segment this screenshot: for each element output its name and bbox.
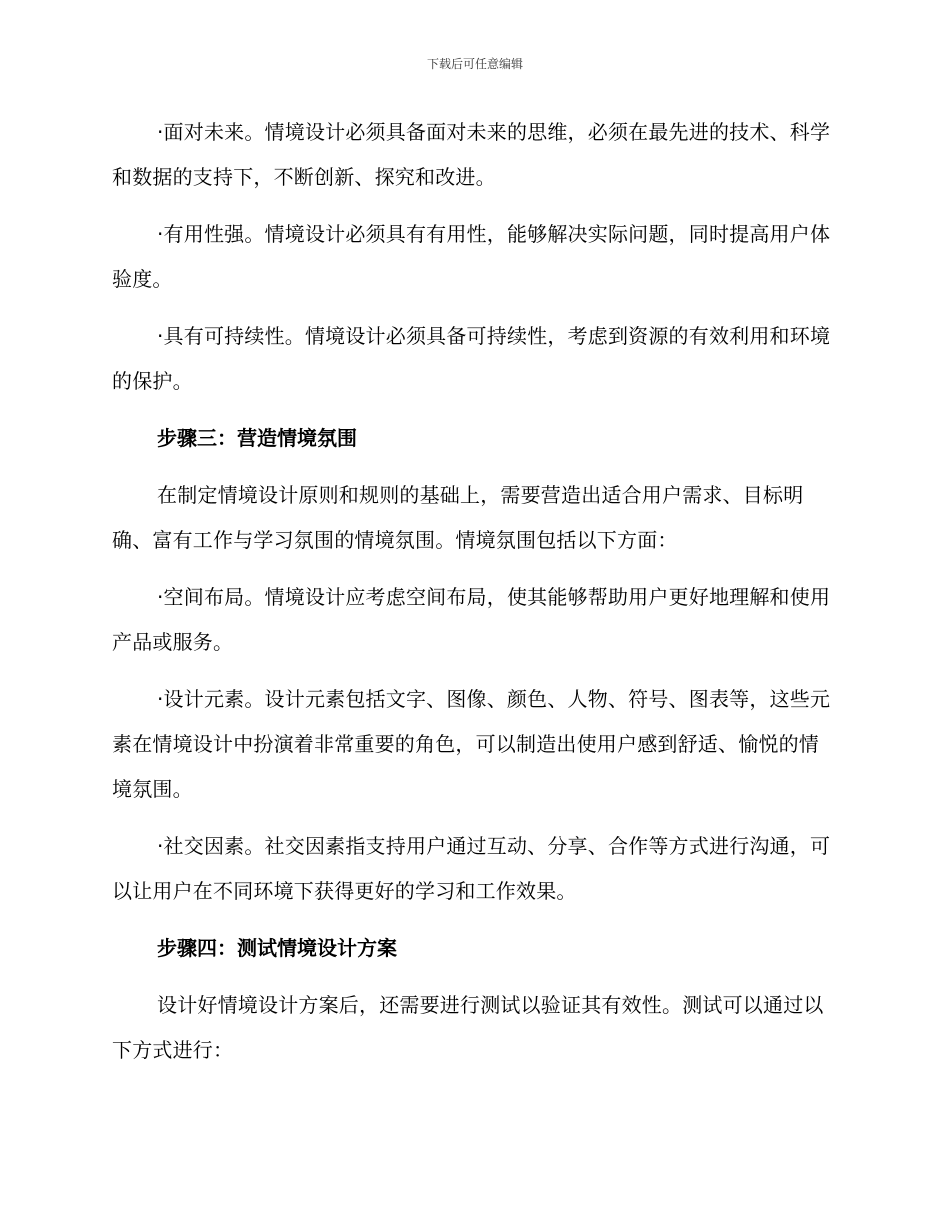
paragraph-sustainability: ·具有可持续性。情境设计必须具备可持续性，考虑到资源的有效利用和环境的保护。 (112, 324, 831, 393)
paragraph-social-factors: ·社交因素。社交因素指支持用户通过互动、分享、合作等方式进行沟通，可以让用户在不同环境下获得更好的学习和工作效果。 (112, 834, 831, 903)
section-heading-step-three: 步骤三：营造情境氛围 (157, 426, 357, 450)
paragraph-future-oriented: ·面对未来。情境设计必须具备面对未来的思维，必须在最先进的技术、科学和数据的支持下，不断创新、探究和改进。 (112, 120, 831, 189)
paragraph-atmosphere-intro: 在制定情境设计原则和规则的基础上，需要营造出适合用户需求、目标明确、富有工作与学习氛围的情境氛围。情境氛围包括以下方面： (112, 483, 804, 552)
page-header-note: 下载后可任意编辑 (426, 57, 523, 71)
paragraph-design-elements: ·设计元素。设计元素包括文字、图像、颜色、人物、符号、图表等，这些元素在情境设计中扮演着非常重要的角色，可以制造出使用户感到舒适、愉悦的情境氛围。 (112, 687, 831, 801)
paragraph-usefulness: ·有用性强。情境设计必须具有有用性，能够解决实际问题，同时提高用户体验度。 (112, 222, 831, 291)
paragraph-testing-intro: 设计好情境设计方案后，还需要进行测试以验证其有效性。测试可以通过以下方式进行： (112, 993, 824, 1062)
section-heading-step-four: 步骤四：测试情境设计方案 (157, 936, 397, 960)
document-body (112, 110, 832, 1085)
paragraph-spatial-layout: ·空间布局。情境设计应考虑空间布局，使其能够帮助用户更好地理解和使用产品或服务。 (112, 585, 831, 654)
